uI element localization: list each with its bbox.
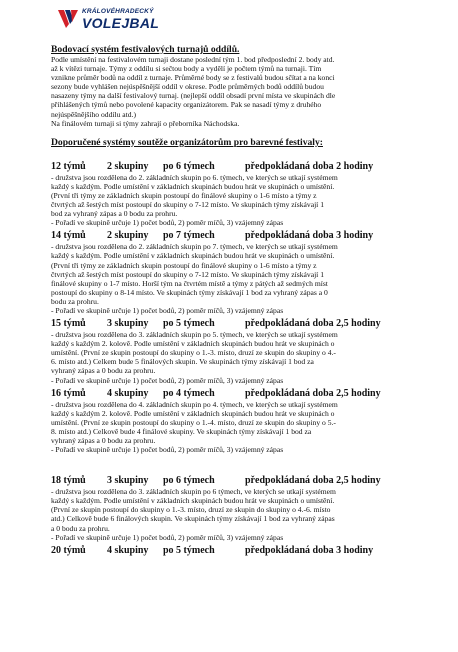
system-per-group: po 5 týmech [163,544,215,556]
system-line: - Pořadí ve skupině určuje 1) počet bodů, 2) poměr míčů, 3) vzájemný zápas [51,532,284,542]
system-per-group: po 5 týmech [163,318,215,330]
system-line: - družstva jsou rozdělena do 3. základních skupin po 6 týmech, ve kterých se utkají systémem [51,487,336,497]
intro-text [51,55,411,128]
section-heading: Doporučené systémy soutěže organizátorům pro barevné festivaly: [51,136,323,148]
system-duration: předpokládaná doba 2,5 hodiny [245,387,381,399]
system-line: (První tři týmy ze základních skupin postoupí do finálové skupiny o 1-6 místo a týmy z [51,260,317,270]
system-duration: předpokládaná doba 2,5 hodiny [245,318,381,330]
system-line: čtvrtých až šestých míst postoupí do skupiny o 7-12 místo. Ve skupinách týmy získávají 1 [51,269,324,279]
system-groups: 4 skupiny [107,544,149,556]
system-line: - družstva jsou rozdělena do 2. základních skupin po 7. týmech, ve kterých se utkají systémem [51,242,338,252]
system-duration: předpokládaná doba 3 hodiny [245,230,374,242]
system-teams: 14 týmů [51,230,86,242]
logo-line2: VOLEJBAL [82,15,160,31]
system-line: bodu za prohru. [51,296,99,306]
system-groups: 2 skupiny [107,160,149,172]
system-groups: 4 skupiny [107,387,149,399]
system-line: 8. místo atd.) Celkově bude 4 finálové skupiny. Ve skupinách týmy získávají 1 bod za [51,426,312,436]
system-block [51,545,411,557]
system-heading [51,388,411,400]
system-line: každý s každým 2. kolově. Podle umístění v základních skupinách budou hrát ve skupinách o [51,408,335,418]
system-line: atd.) Celkově bude 6 finálových skupin. Ve skupinách týmy získávají 1 bod za vyhraný zápas [51,514,335,524]
system-per-group: po 6 týmech [163,475,215,487]
system-heading [51,161,411,173]
system-line: a 0 bodu za prohru. [51,523,110,533]
system-groups: 3 skupiny [107,318,149,330]
system-groups: 3 skupiny [107,475,149,487]
system-line: každý s každým. Podle umístění v základních skupinách budou hrát ve skupinách o umístění. [51,251,335,261]
intro-line: nejúspěšnějšího oddílu atd.) [51,109,136,119]
system-line: vyhraný zápas a 0 bodu za prohru. [51,436,156,445]
system-teams: 20 týmů [51,544,86,556]
system-line: umístění. (První ze skupin postoupí do skupiny o 1.-3. místo, druzí ze skupin do skupiny o 4.- [51,348,336,358]
intro-line: až k vítězi turnaje. Týmy z oddílu si sečtou body a vydělí je počtem týmů na turnaji. Tím [51,64,322,74]
system-line: vyhraný zápas a 0 bodu za prohru. [51,366,156,376]
document-body [51,44,411,557]
system-line: - Pořadí ve skupině určuje 1) počet bodů, 2) poměr míčů, 3) vzájemný zápas [51,218,284,228]
system-teams: 16 týmů [51,387,86,399]
system-duration: předpokládaná doba 2,5 hodiny [245,475,381,487]
system-block [51,230,411,315]
system-line: - Pořadí ve skupině určuje 1) počet bodů, 2) poměr míčů, 3) vzájemný zápas [51,445,284,455]
intro-line: sezony bude vyhlášen nejúspěšnější oddíl v okrese. Podle průměrných bodů oddílů budou [51,82,324,92]
system-block [51,475,411,542]
logo-line1: KRÁLOVÉHRADECKÝ [82,8,154,15]
system-duration: předpokládaná doba 2 hodiny [245,160,374,172]
system-line: čtvrtých až šestých míst postoupí do skupiny o 7-12 místo. Ve skupinách týmy získávají 1 [51,200,324,210]
system-line: každý s každým. Podle umístění v základních skupinách budou hrát ve skupinách o umístění. [51,181,335,191]
volleyball-logo-icon [56,6,80,32]
system-line: 6. místo atd.) Celkem bude 5 finálových skupin. Ve skupinách týmy získávají 1 bod za [51,357,314,367]
system-teams: 12 týmů [51,160,86,172]
system-line: - družstva jsou rozdělena do 4. základních skupin po 4. týmech, ve kterých se utkají systémem [51,399,338,409]
intro-heading: Bodovací systém festivalových turnajů oddílů. [51,44,240,55]
system-line: - Pořadí ve skupině určuje 1) počet bodů, 2) poměr míčů, 3) vzájemný zápas [51,375,284,385]
intro-line: nasazeny týmy na další festivalový turnaj. (nejlepší oddíl obsadí první místa ve skupinách dle [51,91,336,101]
system-line: (První tři týmy ze základních skupin postoupí do finálové skupiny o 1-6 místo a týmy z [51,190,317,200]
system-teams: 18 týmů [51,475,86,487]
system-line: bod za vyhraný zápas a 0 bodu za prohru. [51,209,178,219]
system-line: - družstva jsou rozdělena do 3. základních skupin po 5. týmech, ve kterých se utkají systémem [51,330,338,340]
system-line: každý s každým 2. kolově. Podle umístění v základních skupinách budou hrát ve skupinách o [51,339,335,349]
systems-list [51,148,411,557]
system-per-group: po 7 týmech [163,230,215,242]
system-block [51,318,411,385]
intro-line: Na finálovém turnaji si týmy zahrají o přeborníka Náchodska. [51,118,240,128]
system-heading [51,318,411,330]
system-teams: 15 týmů [51,318,86,330]
intro-line: Podle umístění na festivalovém turnaji dostane poslední tým 1. bod předposlední 2. body atd. [51,55,335,64]
system-line: každý s každým. Podle umístění v základních skupinách budou hrát ve skupinách o umístění. [51,496,335,506]
system-heading [51,475,411,487]
system-per-group: po 4 týmech [163,387,215,399]
system-per-group: po 6 týmech [163,160,215,172]
system-line: finálové skupiny o 1-7 místo. Horší tým na čtvrtém místě a týmy z pátých až sedmých míst [51,278,328,288]
system-line: (První ze skupin postoupí do skupiny o 1.-3. místo, druzí ze skupin do skupiny o 4.-6. místo [51,505,331,515]
system-heading [51,230,411,242]
intro-line: vznikne průměr bodů na oddíl z turnaje. Průměrné body se z festivalů budou sčítat a na konci [51,73,335,83]
system-line: umístění. (První ze skupin postoupí do skupiny o 1.-4. místo, druzí ze skupin do skupiny o 5.- [51,417,336,427]
system-block [51,161,411,228]
system-heading [51,545,411,557]
system-line: - družstva jsou rozdělena do 2. základních skupin po 6. týmech, ve kterých se utkají systémem [51,172,338,182]
system-line: - Pořadí ve skupině určuje 1) počet bodů, 2) poměr míčů, 3) vzájemný zápas [51,305,284,315]
system-duration: předpokládaná doba 3 hodiny [245,544,374,556]
system-line: postoupí do skupiny o 8-14 místo. Ve skupinách týmy získávají 1 bod za vyhraný zápas a 0 [51,287,328,297]
system-groups: 2 skupiny [107,230,149,242]
system-block [51,388,411,455]
logo [56,6,196,34]
intro-line: přihlášených týmů nebo povolené kapacity organizátorem. Pak se nasadí týmy z druhého [51,100,322,110]
